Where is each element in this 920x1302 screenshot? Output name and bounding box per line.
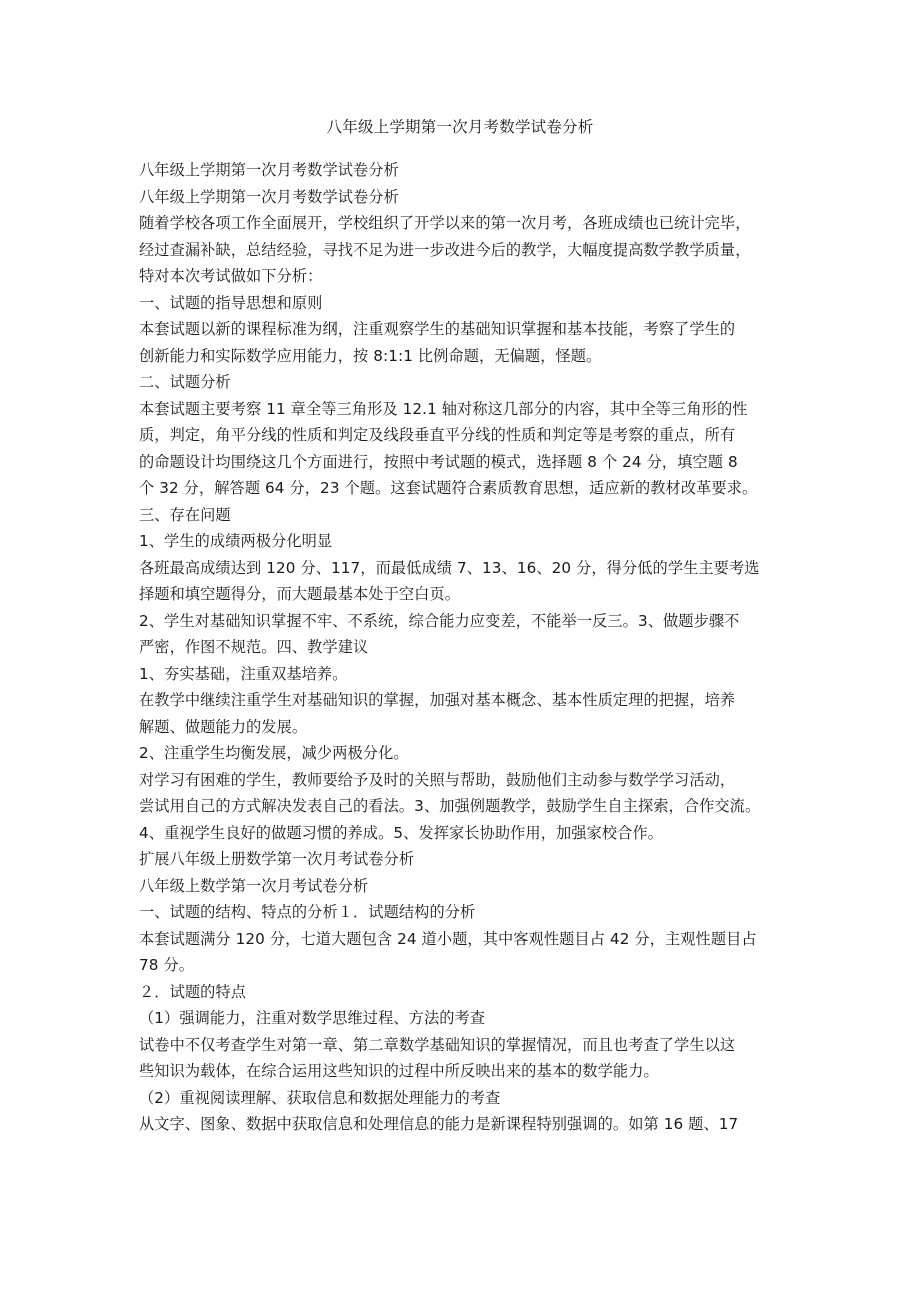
text-line: 八年级上数学第一次月考试卷分析 (139, 876, 369, 895)
text-line: 择题和填空题得分，而大题最基本处于空白页。 (139, 585, 461, 603)
text-line: 二、试题分析 (139, 373, 231, 391)
text-line: （1）强调能力，注重对数学思维过程、方法的考查 (139, 1009, 486, 1027)
text-line: 2、注重学生均衡发展，减少两极分化。 (139, 744, 409, 762)
text-line: 个 32 分，解答题 64 分，23 个题。这套试题符合素质教育思想，适应新的教材改革要求。 (139, 479, 758, 497)
text-line: 严密，作图不规范。四、教学建议 (139, 638, 369, 656)
text-line: 试卷中不仅考查学生对第一章、第二章数学基础知识的掌握情况，而且也考查了学生以这 (139, 1035, 736, 1054)
text-line: 2、学生对基础知识掌握不牢、不系统，综合能力应变差，不能举一反三。3、做题步骤不 (139, 611, 740, 630)
text-line: 特对本次考试做如下分析： (139, 267, 323, 285)
text-line: 经过查漏补缺，总结经验，寻找不足为进一步改进今后的教学，大幅度提高数学教学质量， (139, 240, 751, 259)
text-line: 解题、做题能力的发展。 (139, 717, 308, 736)
text-line: 本套试题主要考察 11 章全等三角形及 12.1 轴对称这几部分的内容，其中全等三角形的性 (139, 399, 748, 418)
text-line: 些知识为载体，在综合运用这些知识的过程中所反映出来的基本的数学能力。 (139, 1062, 659, 1080)
text-line: 本套试题以新的课程标准为纲，注重观察学生的基础知识掌握和基本技能，考察了学生的 (139, 320, 736, 338)
text-line: 一、试题的指导思想和原则 (139, 293, 323, 312)
text-line: 的命题设计均围绕这几个方面进行，按照中考试题的模式，选择题 8 个 24 分，填空题 8 (139, 452, 738, 471)
text-line: 随着学校各项工作全面展开，学校组织了开学以来的第一次月考，各班成绩也已统计完毕， (139, 214, 751, 232)
text-line: 八年级上学期第一次月考数学试卷分析 (139, 161, 399, 179)
text-line: 78 分。 (139, 956, 195, 974)
text-line: 各班最高成绩达到 120 分、117，而最低成绩 7、13、16、20 分，得分低的学生主要考选 (139, 558, 760, 577)
text-line: 质，判定，角平分线的性质和判定及线段垂直平分线的性质和判定等是考察的重点，所有 (139, 426, 736, 444)
text-line: 创新能力和实际数学应用能力，按 8:1:1 比例命题，无偏题，怪题。 (139, 346, 602, 365)
text-line: 1、学生的成绩两极分化明显 (139, 532, 333, 550)
text-line: 4、重视学生良好的做题习惯的养成。5、发挥家长协助作用，加强家校合作。 (139, 823, 664, 842)
document-title: 八年级上学期第一次月考数学试卷分析 (326, 118, 594, 136)
text-line: 1、夯实基础，注重双基培养。 (139, 664, 348, 683)
text-line: 本套试题满分 120 分，七道大题包含 24 道小题，其中客观性题目占 42 分，主观性题目占 (139, 929, 757, 948)
text-line: 在教学中继续注重学生对基础知识的掌握，加强对基本概念、基本性质定理的把握，培养 (139, 691, 736, 709)
text-line: 从文字、图象、数据中获取信息和处理信息的能力是新课程特别强调的。如第 16 题、17 (139, 1115, 739, 1133)
text-line: 三、存在问题 (139, 505, 231, 524)
text-line: （2）重视阅读理解、获取信息和数据处理能力的考查 (139, 1088, 501, 1107)
text-line: 一、试题的结构、特点的分析１．试题结构的分析 (139, 903, 476, 921)
document-body (139, 157, 789, 1138)
text-line: 八年级上学期第一次月考数学试卷分析 (139, 187, 399, 206)
text-line: ２．试题的特点 (139, 982, 247, 1001)
text-line: 尝试用自己的方式解决发表自己的看法。3、加强例题教学，鼓励学生自主探索，合作交流。 (139, 797, 761, 815)
text-line: 对学习有困难的学生，教师要给予及时的关照与帮助，鼓励他们主动参与数学学习活动， (139, 770, 736, 789)
text-line: 扩展八年级上册数学第一次月考试卷分析 (139, 850, 415, 868)
